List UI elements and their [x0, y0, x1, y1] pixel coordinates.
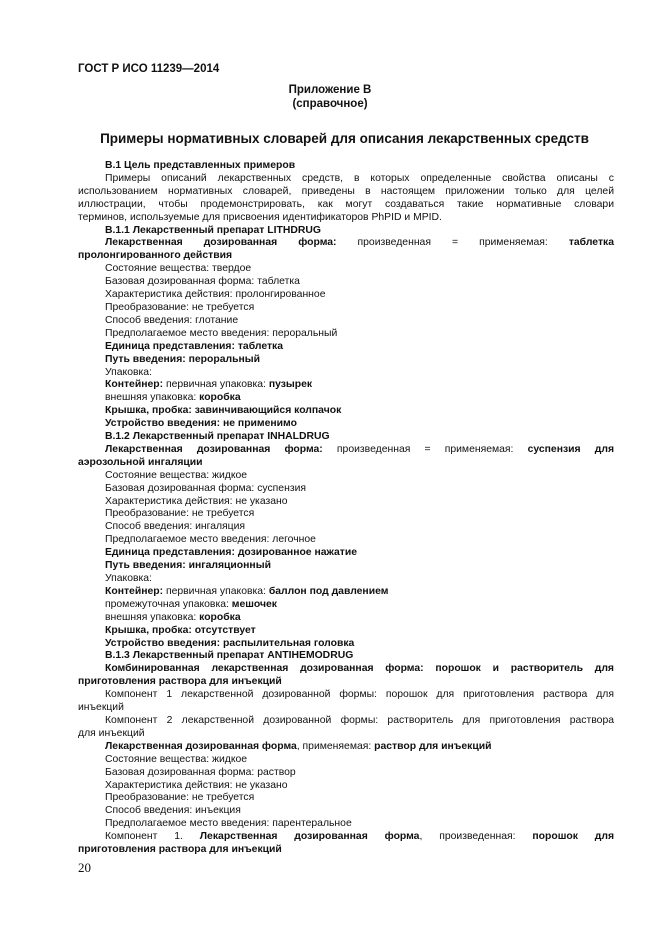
device-line: Устройство введения: не применимо: [105, 418, 297, 430]
dosage-form-value: раствор для инъекций: [374, 740, 492, 752]
container-line: [78, 586, 614, 599]
dosage-form-value: таблетка: [568, 237, 615, 249]
container-label: Контейнер:: [105, 379, 164, 391]
outer-package-line: [78, 612, 614, 625]
outer-package-text: внешняя упаковка:: [105, 392, 200, 404]
component-number: Компонент 1.: [105, 831, 200, 843]
component-line: для инъекций: [78, 727, 145, 739]
device-line: Устройство введения: распылительная головка: [105, 637, 355, 649]
intermediate-package-text: промежуточная упаковка:: [105, 598, 232, 610]
document-header: ГОСТ Р ИСО 11239—2014: [78, 63, 220, 75]
component-form-line: [78, 831, 614, 844]
property-line: Состояние вещества: жидкое: [105, 469, 248, 481]
outer-package-line: [78, 392, 614, 405]
property-line: Базовая дозированная форма: раствор: [105, 766, 296, 778]
dosage-form-value: суспензия для: [527, 443, 615, 455]
component-line: Компонент 1 лекарственной дозированной формы: порошок для приготовления раствора для: [105, 689, 614, 701]
dosage-form-qualifier: произведенная = применяемая:: [336, 443, 514, 455]
property-line: Путь введения: ингаляционный: [105, 560, 271, 572]
property-line: Способ введения: инъекция: [105, 805, 241, 817]
page-title: Примеры нормативных словарей для описания лекарственных средств: [100, 131, 589, 146]
property-line: Единица представления: дозированное нажатие: [105, 547, 358, 559]
dosage-form-line: [78, 237, 614, 250]
dosage-form-line: [78, 741, 614, 754]
intermediate-package-line: [78, 599, 614, 612]
intermediate-package-value: мешочек: [231, 598, 278, 610]
appendix-title: Приложение В: [288, 84, 372, 96]
property-line: Характеристика действия: пролонгированное: [105, 289, 326, 301]
intro-line: Примеры описаний лекарственных средств, в которых определенные свойства описаны с: [105, 172, 614, 184]
closure-line: Крышка, пробка: завинчивающийся колпачок: [105, 405, 342, 417]
container-text: первичная упаковка:: [163, 379, 269, 391]
container-value: баллон под давлением: [268, 585, 389, 597]
property-line: Способ введения: глотание: [105, 314, 239, 326]
property-line: Характеристика действия: не указано: [105, 495, 288, 507]
property-line: Состояние вещества: твердое: [105, 263, 252, 275]
dosage-form-qualifier: , применяемая:: [296, 740, 375, 752]
intro-line: использованием нормативных словарей, приведены в настоящем приложении только для целей: [78, 185, 614, 197]
dosage-form-label: Лекарственная дозированная форма:: [105, 443, 323, 455]
property-line: Путь введения: пероральный: [105, 353, 261, 365]
combined-form-line: приготовления раствора для инъекций: [78, 676, 282, 688]
outer-package-value: коробка: [199, 392, 241, 404]
property-line: Предполагаемое место введения: легочное: [105, 534, 316, 546]
component-form-line: приготовления раствора для инъекций: [78, 844, 282, 856]
property-line: Состояние вещества: жидкое: [105, 753, 248, 765]
property-line: Преобразование: не требуется: [105, 792, 255, 804]
property-line: Предполагаемое место введения: пероральный: [105, 327, 338, 339]
property-line: Базовая дозированная форма: суспензия: [105, 482, 307, 494]
property-line: Преобразование: не требуется: [105, 301, 255, 313]
property-line: Предполагаемое место введения: парентеральное: [105, 818, 352, 830]
appendix-type: (справочное): [292, 98, 368, 110]
dosage-form-label: Лекарственная дозированная форма: [199, 831, 420, 843]
example-heading: В.1.2 Лекарственный препарат INHALDRUG: [105, 431, 330, 443]
dosage-form-qualifier: произведенная = применяемая:: [357, 237, 548, 249]
page-number: 20: [78, 860, 91, 875]
component-line: инъекций: [78, 702, 124, 714]
dosage-form-label: Лекарственная дозированная форма: [105, 740, 297, 752]
intro-line: терминов, используемые для присвоения идентификаторов PhPID и MPID.: [78, 211, 442, 223]
combined-form-line: Комбинированная лекарственная дозированная форма: порошок и растворитель для: [105, 663, 614, 675]
outer-package-value: коробка: [199, 611, 241, 623]
container-line: [78, 379, 614, 392]
container-label: Контейнер:: [105, 585, 164, 597]
dosage-form-label: Лекарственная дозированная форма:: [105, 237, 337, 249]
property-line: Способ введения: ингаляция: [105, 521, 246, 533]
dosage-form-line: аэрозольной ингаляции: [78, 456, 203, 468]
dosage-form-value: порошок для: [532, 831, 615, 843]
container-value: пузырек: [268, 379, 313, 391]
intro-line: иллюстрации, чтобы продемонстрировать, как могут создаваться такие нормативные словари: [78, 198, 614, 210]
outer-package-text: внешняя упаковка:: [105, 611, 200, 623]
property-line: Единица представления: таблетка: [105, 340, 284, 352]
property-line: Базовая дозированная форма: таблетка: [105, 276, 300, 288]
dosage-form-line: пролонгированного действия: [78, 250, 233, 262]
container-text: первичная упаковка:: [163, 585, 269, 597]
closure-line: Крышка, пробка: отсутствует: [105, 624, 256, 636]
appendix-label: [250, 83, 410, 111]
document-body: [78, 160, 614, 857]
dosage-form-line: [78, 444, 614, 457]
example-heading: В.1.1 Лекарственный препарат LITHDRUG: [105, 224, 321, 236]
packaging-label: Упаковка:: [105, 573, 152, 584]
dosage-form-qualifier: , произведенная:: [419, 831, 533, 843]
property-line: Характеристика действия: не указано: [105, 779, 288, 791]
component-line: Компонент 2 лекарственной дозированной формы: растворитель для приготовления раствора: [105, 714, 614, 726]
property-line: Преобразование: не требуется: [105, 508, 255, 520]
packaging-label: Упаковка:: [105, 366, 152, 378]
example-heading: В.1.3 Лекарственный препарат ANTIHEMODRUG: [105, 650, 354, 662]
section-heading: В.1 Цель представленных примеров: [105, 160, 296, 171]
